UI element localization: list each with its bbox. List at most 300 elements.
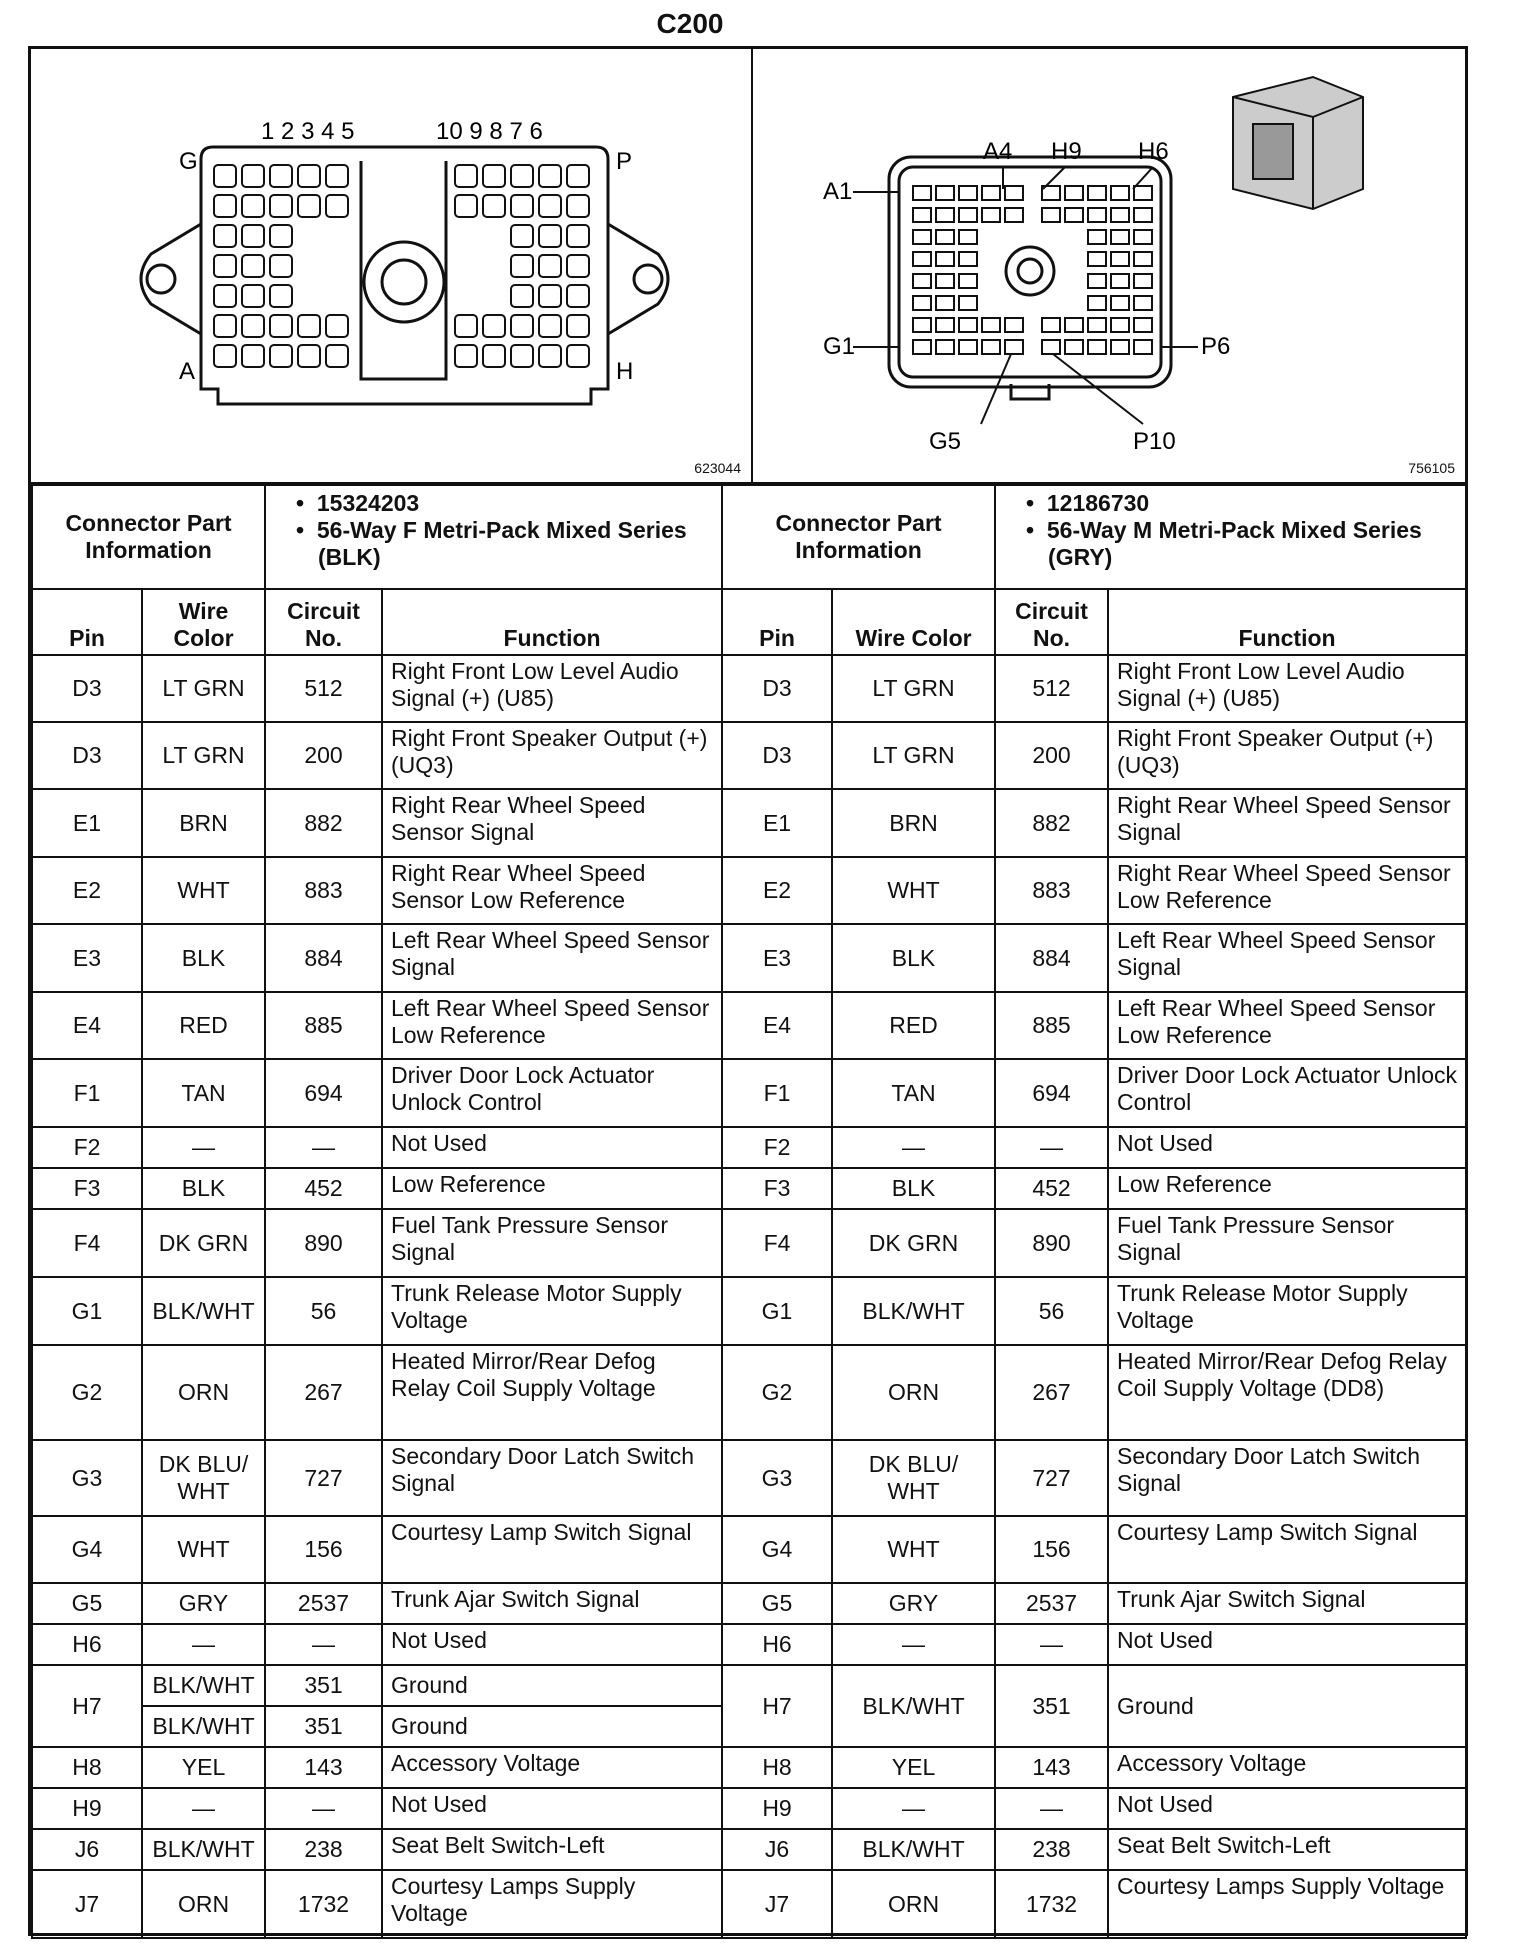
male-connector-panel (753, 49, 1465, 482)
pin-cell: H6 (32, 1624, 142, 1665)
pin-cell: H7 (32, 1665, 142, 1747)
terminal-cavity (270, 225, 292, 247)
pin-cell: J7 (722, 1870, 832, 1938)
terminal-cavity (567, 285, 589, 307)
function-cell: Trunk Release Motor Supply Voltage (382, 1277, 722, 1345)
wire-color-cell: — (832, 1788, 995, 1829)
terminal-cavity (455, 345, 477, 367)
terminal-cavity (214, 225, 236, 247)
terminal-cavity (1134, 296, 1152, 310)
circuit-cell: 2537 (265, 1583, 382, 1624)
circuit-cell: 882 (265, 789, 382, 857)
terminal-cavity (539, 345, 561, 367)
pin-cell: F4 (32, 1209, 142, 1277)
terminal-cavity (913, 296, 931, 310)
terminal-cavity (1042, 318, 1060, 332)
function-cell: Fuel Tank Pressure Sensor Signal (1108, 1209, 1466, 1277)
terminal-cavity (270, 195, 292, 217)
wire-color-cell: WHT (142, 1516, 265, 1583)
table-row (32, 992, 1466, 1059)
wire-color-cell: ORN (832, 1870, 995, 1938)
terminal-cavity (1134, 318, 1152, 332)
circuit-cell: 884 (265, 924, 382, 992)
pin-cell: J6 (722, 1829, 832, 1870)
terminal-cavity (1088, 296, 1106, 310)
terminal-cavity (1005, 340, 1023, 354)
wire-color-cell: ORN (832, 1345, 995, 1440)
terminal-cavity (242, 195, 264, 217)
figure-number: 623044 (694, 460, 741, 476)
circuit-cell: 452 (265, 1168, 382, 1209)
pin-cell: H8 (32, 1747, 142, 1788)
function-cell: Driver Door Lock Actuator Unlock Control (1108, 1059, 1466, 1127)
circuit-cell: 890 (995, 1209, 1108, 1277)
function-cell: Ground (382, 1665, 722, 1706)
function-cell: Right Front Speaker Output (+) (UQ3) (382, 722, 722, 789)
function-cell: Trunk Ajar Switch Signal (382, 1583, 722, 1624)
circuit-cell: 56 (995, 1277, 1108, 1345)
terminal-cavity (982, 318, 1000, 332)
circuit-cell: — (265, 1788, 382, 1829)
function-cell: Not Used (1108, 1127, 1466, 1168)
table-row (32, 857, 1466, 924)
wire-color-cell: WHT (832, 857, 995, 924)
pin-cell: H9 (32, 1788, 142, 1829)
terminal-cavity (483, 195, 505, 217)
circuit-cell: 885 (995, 992, 1108, 1059)
pin-cell: F1 (32, 1059, 142, 1127)
wire-color-cell: BRN (142, 789, 265, 857)
pin-cell: J7 (32, 1870, 142, 1938)
pin-cell: E3 (722, 924, 832, 992)
terminal-cavity (511, 255, 533, 277)
terminal-cavity (483, 345, 505, 367)
terminal-cavity (1111, 208, 1129, 222)
terminal-cavity (959, 340, 977, 354)
wire-color-cell: LT GRN (832, 655, 995, 722)
wire-color-cell: GRY (142, 1583, 265, 1624)
pin-cell: F2 (32, 1127, 142, 1168)
terminal-cavity (1088, 186, 1106, 200)
function-cell: Ground (382, 1706, 722, 1747)
connector-frame (28, 46, 1468, 1936)
pin-cell: G2 (32, 1345, 142, 1440)
wire-color-cell: BLK (832, 924, 995, 992)
terminal-cavity (567, 255, 589, 277)
pin-cell: D3 (722, 655, 832, 722)
table-row (32, 1870, 1466, 1938)
terminal-cavity (214, 255, 236, 277)
function-cell: Right Rear Wheel Speed Sensor Signal (1108, 789, 1466, 857)
circuit-cell: 238 (265, 1829, 382, 1870)
terminal-cavity (214, 195, 236, 217)
function-cell: Driver Door Lock Actuator Unlock Control (382, 1059, 722, 1127)
circuit-cell: 882 (995, 789, 1108, 857)
table-row (32, 1665, 1466, 1706)
function-cell: Left Rear Wheel Speed Sensor Low Reference (382, 992, 722, 1059)
terminal-cavity (567, 345, 589, 367)
terminal-cavity (483, 165, 505, 187)
part-description: • 56-Way F Metri-Pack Mixed Series (BLK) (296, 517, 687, 570)
terminal-cavity (511, 165, 533, 187)
circuit-cell: 452 (995, 1168, 1108, 1209)
table-row (32, 789, 1466, 857)
circuit-cell: 351 (995, 1665, 1108, 1747)
pin-cell: E1 (32, 789, 142, 857)
circuit-cell: 200 (995, 722, 1108, 789)
pin-cell: H9 (722, 1788, 832, 1829)
function-cell: Right Rear Wheel Speed Sensor Low Reference (1108, 857, 1466, 924)
pin-cell: G5 (32, 1583, 142, 1624)
function-cell: Accessory Voltage (1108, 1747, 1466, 1788)
header-wire-color: Wire Color (832, 589, 995, 655)
terminal-cavity (1111, 230, 1129, 244)
wire-color-cell: BLK/WHT (142, 1706, 265, 1747)
wire-color-cell: BLK (832, 1168, 995, 1209)
terminal-cavity (1088, 340, 1106, 354)
function-cell: Not Used (1108, 1788, 1466, 1829)
pin-cell: H7 (722, 1665, 832, 1747)
circuit-cell: 267 (995, 1345, 1108, 1440)
terminal-cavity (1111, 340, 1129, 354)
terminal-cavity (982, 208, 1000, 222)
circuit-cell: 512 (995, 655, 1108, 722)
terminal-cavity (1005, 318, 1023, 332)
circuit-cell: 512 (265, 655, 382, 722)
terminal-cavity (483, 315, 505, 337)
pin-cell: G3 (722, 1440, 832, 1516)
pin-cell: D3 (32, 655, 142, 722)
terminal-cavity (567, 225, 589, 247)
function-cell: Courtesy Lamp Switch Signal (382, 1516, 722, 1583)
circuit-cell: 727 (265, 1440, 382, 1516)
terminal-cavity (913, 186, 931, 200)
wire-color-cell: RED (142, 992, 265, 1059)
terminal-cavity (1134, 252, 1152, 266)
terminal-cavity (913, 340, 931, 354)
pinout-table (31, 484, 1467, 1939)
wire-color-cell: DK GRN (832, 1209, 995, 1277)
terminal-cavity (214, 315, 236, 337)
terminal-cavity (1088, 274, 1106, 288)
terminal-cavity (298, 165, 320, 187)
pin-cell: E4 (722, 992, 832, 1059)
wire-color-cell: — (832, 1127, 995, 1168)
function-cell: Not Used (382, 1127, 722, 1168)
pin-label-a4: A4 (983, 138, 1013, 165)
function-cell: Right Front Low Level Audio Signal (+) (U85) (1108, 655, 1466, 722)
terminal-cavity (1088, 208, 1106, 222)
pin-label-p10: P10 (1133, 428, 1176, 455)
part-info-label: Connector Part Information (722, 485, 995, 589)
function-cell: Ground (1108, 1665, 1466, 1747)
pin-cell: G3 (32, 1440, 142, 1516)
table-row (32, 1168, 1466, 1209)
table-row (32, 655, 1466, 722)
table-row (32, 1345, 1466, 1440)
table-row (32, 1059, 1466, 1127)
circuit-cell: 267 (265, 1345, 382, 1440)
circuit-cell: 694 (995, 1059, 1108, 1127)
function-cell: Fuel Tank Pressure Sensor Signal (382, 1209, 722, 1277)
function-cell: Not Used (382, 1788, 722, 1829)
wire-color-cell: DK BLU/ WHT (142, 1440, 265, 1516)
table-row (32, 1583, 1466, 1624)
wire-color-cell: LT GRN (142, 655, 265, 722)
terminal-cavity (959, 296, 977, 310)
table-row (32, 1788, 1466, 1829)
function-cell: Right Front Speaker Output (+) (UQ3) (1108, 722, 1466, 789)
table-row (32, 1440, 1466, 1516)
function-cell: Courtesy Lamps Supply Voltage (382, 1870, 722, 1938)
terminal-cavity (511, 195, 533, 217)
circuit-cell: 200 (265, 722, 382, 789)
circuit-cell: 885 (265, 992, 382, 1059)
function-cell: Heated Mirror/Rear Defog Relay Coil Supply Voltage (382, 1345, 722, 1440)
terminal-cavity (511, 345, 533, 367)
wire-color-cell: BLK/WHT (832, 1665, 995, 1747)
wire-color-cell: BLK (142, 1168, 265, 1209)
terminal-cavity (539, 165, 561, 187)
circuit-cell: 694 (265, 1059, 382, 1127)
wire-color-cell: TAN (832, 1059, 995, 1127)
terminal-cavity (326, 345, 348, 367)
part-description: • 56-Way M Metri-Pack Mixed Series (GRY) (1026, 517, 1422, 570)
terminal-cavity (242, 255, 264, 277)
terminal-cavity (326, 195, 348, 217)
pin-cell: G2 (722, 1345, 832, 1440)
right-pin-label-top: 10 9 8 7 6 (436, 118, 543, 145)
wire-color-cell: RED (832, 992, 995, 1059)
wire-color-cell: BRN (832, 789, 995, 857)
pin-cell: D3 (32, 722, 142, 789)
table-row (32, 1624, 1466, 1665)
function-cell: Trunk Ajar Switch Signal (1108, 1583, 1466, 1624)
circuit-cell: 883 (265, 857, 382, 924)
terminal-cavity (1111, 318, 1129, 332)
terminal-cavity (539, 255, 561, 277)
pin-cell: E2 (722, 857, 832, 924)
terminal-cavity (1005, 208, 1023, 222)
terminal-cavity (1111, 296, 1129, 310)
wire-color-cell: BLK/WHT (142, 1829, 265, 1870)
terminal-cavity (936, 186, 954, 200)
part-info-values (265, 485, 722, 589)
wire-color-cell: ORN (142, 1870, 265, 1938)
circuit-cell: — (995, 1127, 1108, 1168)
function-cell: Courtesy Lamps Supply Voltage (1108, 1870, 1466, 1938)
terminal-cavity (936, 340, 954, 354)
circuit-cell: 2537 (995, 1583, 1108, 1624)
terminal-cavity (455, 315, 477, 337)
circuit-cell: 1732 (995, 1870, 1108, 1938)
wire-color-cell: — (142, 1127, 265, 1168)
terminal-cavity (539, 225, 561, 247)
diagram-area (31, 49, 1465, 484)
circuit-cell: 156 (995, 1516, 1108, 1583)
function-cell: Secondary Door Latch Switch Signal (1108, 1440, 1466, 1516)
circuit-cell: — (995, 1788, 1108, 1829)
terminal-cavity (326, 315, 348, 337)
circuit-cell: 1732 (265, 1870, 382, 1938)
circuit-cell: 143 (995, 1747, 1108, 1788)
terminal-cavity (539, 195, 561, 217)
terminal-cavity (242, 285, 264, 307)
figure-number: 756105 (1408, 460, 1455, 476)
terminal-cavity (1042, 208, 1060, 222)
terminal-cavity (1042, 340, 1060, 354)
terminal-cavity (959, 186, 977, 200)
terminal-cavity (982, 186, 1000, 200)
wire-color-cell: — (832, 1624, 995, 1665)
header-pin: Pin (722, 589, 832, 655)
side-label-p: P (616, 148, 633, 175)
pin-cell: F3 (722, 1168, 832, 1209)
circuit-cell: — (265, 1127, 382, 1168)
function-cell: Accessory Voltage (382, 1747, 722, 1788)
terminal-cavity (567, 165, 589, 187)
connector-part-info-row (32, 485, 1466, 589)
function-cell: Trunk Release Motor Supply Voltage (1108, 1277, 1466, 1345)
terminal-cavity (1065, 208, 1083, 222)
terminal-cavity (298, 195, 320, 217)
terminal-cavity (1134, 274, 1152, 288)
terminal-cavity (270, 345, 292, 367)
pin-cell: G4 (32, 1516, 142, 1583)
terminal-cavity (936, 274, 954, 288)
terminal-cavity (567, 315, 589, 337)
terminal-cavity (913, 208, 931, 222)
terminal-cavity (1134, 230, 1152, 244)
circuit-cell: 56 (265, 1277, 382, 1345)
wire-color-cell: GRY (832, 1583, 995, 1624)
page-title: C200 (656, 8, 724, 39)
terminal-cavity (959, 274, 977, 288)
terminal-cavity (1111, 274, 1129, 288)
pin-cell: G4 (722, 1516, 832, 1583)
wire-color-cell: YEL (142, 1747, 265, 1788)
pin-cell: F4 (722, 1209, 832, 1277)
table-row (32, 924, 1466, 992)
part-number: • 15324203 (296, 490, 420, 516)
pin-cell: E1 (722, 789, 832, 857)
function-cell: Left Rear Wheel Speed Sensor Signal (382, 924, 722, 992)
circuit-cell: — (995, 1624, 1108, 1665)
pin-label-h9: H9 (1051, 138, 1082, 165)
function-cell: Low Reference (1108, 1168, 1466, 1209)
terminal-cavity (936, 208, 954, 222)
side-label-h: H (616, 358, 634, 385)
circuit-cell: 884 (995, 924, 1108, 992)
terminal-cavity (455, 165, 477, 187)
female-connector-panel (31, 49, 753, 482)
pin-cell: D3 (722, 722, 832, 789)
pin-cell: G5 (722, 1583, 832, 1624)
function-cell: Right Front Low Level Audio Signal (+) (U85) (382, 655, 722, 722)
wire-color-cell: ORN (142, 1345, 265, 1440)
function-cell: Right Rear Wheel Speed Sensor Low Reference (382, 857, 722, 924)
pin-cell: J6 (32, 1829, 142, 1870)
table-row (32, 1209, 1466, 1277)
table-row (32, 1277, 1466, 1345)
header-circuit: Circuit No. (265, 589, 382, 655)
terminal-cavity (298, 345, 320, 367)
wire-color-cell: LT GRN (832, 722, 995, 789)
part-number: • 12186730 (1026, 490, 1150, 516)
terminal-cavity (913, 274, 931, 288)
terminal-cavity (1134, 208, 1152, 222)
table-row (32, 722, 1466, 789)
terminal-cavity (1111, 186, 1129, 200)
wire-color-cell: — (142, 1788, 265, 1829)
pin-label-g5: G5 (929, 428, 962, 455)
part-info-label: Connector Part Information (32, 485, 265, 589)
pin-cell: E2 (32, 857, 142, 924)
terminal-cavity (1134, 340, 1152, 354)
pin-cell: H8 (722, 1747, 832, 1788)
side-label-g: G (179, 148, 198, 175)
terminal-cavity (1111, 252, 1129, 266)
function-cell: Courtesy Lamp Switch Signal (1108, 1516, 1466, 1583)
circuit-cell: 156 (265, 1516, 382, 1583)
circuit-cell: 143 (265, 1747, 382, 1788)
terminal-cavity (242, 345, 264, 367)
table-header-row (32, 589, 1466, 655)
function-cell: Not Used (1108, 1624, 1466, 1665)
pin-cell: G1 (32, 1277, 142, 1345)
terminal-cavity (913, 230, 931, 244)
circuit-cell: 883 (995, 857, 1108, 924)
terminal-cavity (567, 195, 589, 217)
circuit-cell: 890 (265, 1209, 382, 1277)
terminal-cavity (214, 345, 236, 367)
terminal-cavity (242, 225, 264, 247)
terminal-cavity (1088, 252, 1106, 266)
pin-cell: F1 (722, 1059, 832, 1127)
terminal-cavity (270, 165, 292, 187)
pin-cell: E3 (32, 924, 142, 992)
wire-color-cell: BLK (142, 924, 265, 992)
terminal-cavity (539, 315, 561, 337)
header-wire-color: Wire Color (142, 589, 265, 655)
terminal-cavity (214, 285, 236, 307)
wire-color-cell: DK BLU/ WHT (832, 1440, 995, 1516)
wire-color-cell: WHT (832, 1516, 995, 1583)
terminal-cavity (242, 315, 264, 337)
terminal-cavity (1088, 230, 1106, 244)
terminal-cavity (511, 285, 533, 307)
terminal-cavity (326, 165, 348, 187)
wire-color-cell: — (142, 1624, 265, 1665)
terminal-cavity (511, 225, 533, 247)
wire-color-cell: WHT (142, 857, 265, 924)
pin-label-g1: G1 (823, 333, 856, 360)
pin-cell: F2 (722, 1127, 832, 1168)
connector-photo (1233, 77, 1363, 209)
table-row (32, 1127, 1466, 1168)
function-cell: Secondary Door Latch Switch Signal (382, 1440, 722, 1516)
left-pin-label-top: 1 2 3 4 5 (261, 118, 355, 145)
terminal-cavity (1065, 318, 1083, 332)
pin-label-a1: A1 (823, 178, 853, 205)
pin-cell: E4 (32, 992, 142, 1059)
wire-color-cell: BLK/WHT (832, 1829, 995, 1870)
pin-cell: H6 (722, 1624, 832, 1665)
wire-color-cell: BLK/WHT (142, 1665, 265, 1706)
circuit-cell: 351 (265, 1665, 382, 1706)
function-cell: Left Rear Wheel Speed Sensor Signal (1108, 924, 1466, 992)
header-function: Function (1108, 589, 1466, 655)
